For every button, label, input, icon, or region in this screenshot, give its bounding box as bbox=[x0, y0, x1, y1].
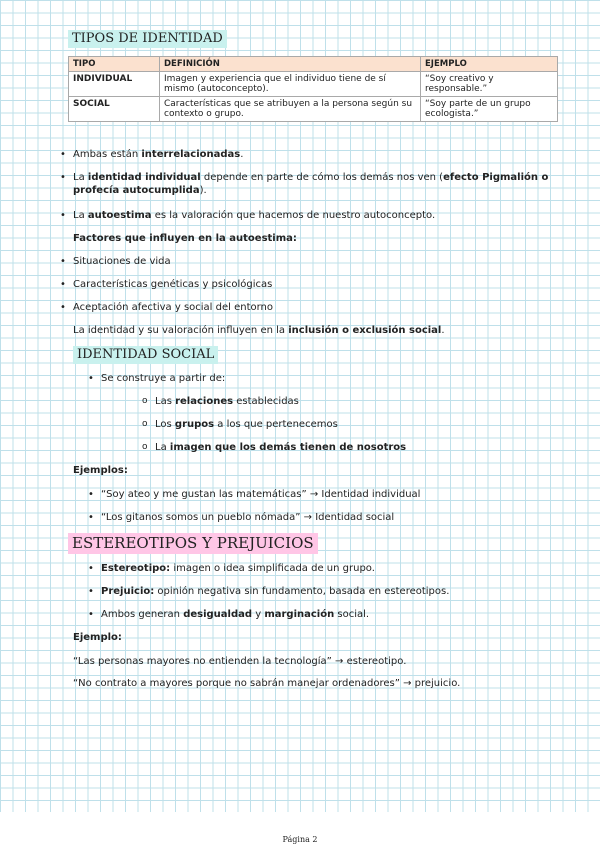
text: imagen o idea simplificada de un grupo. bbox=[170, 563, 375, 574]
cell-definicion: Características que se atribuyen a la persona según su contexto o grupo. bbox=[160, 97, 421, 122]
social-sub-relaciones bbox=[155, 395, 299, 408]
table-row bbox=[69, 72, 558, 97]
cell-tipo: SOCIAL bbox=[69, 97, 160, 122]
heading-estereotipos: ESTEREOTIPOS Y PREJUICIOS bbox=[68, 533, 318, 554]
tipos-table bbox=[68, 56, 558, 122]
bullet-autoestima bbox=[73, 209, 435, 222]
estereo-item-estereotipo bbox=[101, 562, 375, 575]
social-intro: • Se construye a partir de: bbox=[101, 372, 225, 385]
text: Las bbox=[155, 396, 176, 407]
col-header-ejemplo: EJEMPLO bbox=[421, 57, 558, 72]
bold-text: Estereotipo: bbox=[101, 563, 171, 574]
factores-title: Factores que influyen en la autoestima: bbox=[73, 233, 297, 244]
factor-item: • Situaciones de vida bbox=[73, 255, 171, 268]
bold-text: interrelacionadas bbox=[141, 149, 241, 160]
estereo-item-prejuicio bbox=[101, 585, 449, 598]
cell-tipo: INDIVIDUAL bbox=[69, 72, 160, 97]
bold-text: marginación bbox=[264, 609, 335, 620]
cell-definicion: Imagen y experiencia que el individuo tiene de sí mismo (autoconcepto). bbox=[160, 72, 421, 97]
text: La bbox=[73, 210, 88, 221]
factores-closing bbox=[73, 324, 445, 337]
estereo-item-ambos bbox=[101, 608, 369, 621]
social-sub-grupos bbox=[155, 418, 338, 431]
estereo-ejemplo: “No contrato a mayores porque no sabrán manejar ordenadores” → prejuicio. bbox=[73, 678, 461, 689]
text: opinión negativa sin fundamento, basada en estereotipos. bbox=[154, 586, 450, 597]
text: . bbox=[240, 149, 244, 160]
social-sub-imagen bbox=[155, 441, 406, 454]
bold-text: imagen que los demás tienen de nosotros bbox=[169, 442, 407, 453]
page-number: Página 2 bbox=[282, 835, 318, 844]
table-header-row bbox=[69, 57, 558, 72]
text: y bbox=[252, 609, 265, 620]
factor-item: • Aceptación afectiva y social del entorno bbox=[73, 301, 273, 314]
text: a los que pertenecemos bbox=[214, 419, 338, 430]
text: La bbox=[155, 442, 170, 453]
text: establecidas bbox=[233, 396, 299, 407]
bold-text: grupos bbox=[174, 419, 215, 430]
social-ejemplo: • “Los gitanos somos un pueblo nómada” → Identidad social bbox=[101, 511, 394, 524]
bullet-identidad-individual-cont bbox=[73, 184, 207, 197]
bold-text: inclusión o exclusión social bbox=[288, 325, 442, 336]
social-ejemplo: • “Soy ateo y me gustan las matemáticas” → Identidad individual bbox=[101, 488, 420, 501]
ejemplos-label: Ejemplos: bbox=[73, 465, 128, 476]
bold-text: relaciones bbox=[175, 396, 234, 407]
text: Ambos generan bbox=[101, 609, 184, 620]
text: Los bbox=[155, 419, 175, 430]
bold-text: profecía autocumplida bbox=[73, 185, 200, 196]
table-row bbox=[69, 97, 558, 122]
text: depende en parte de cómo los demás nos ven ( bbox=[200, 172, 444, 183]
col-header-definicion: DEFINICIÓN bbox=[160, 57, 421, 72]
text: La bbox=[73, 172, 88, 183]
text: es la valoración que hacemos de nuestro autoconcepto. bbox=[151, 210, 436, 221]
text: Ambas están bbox=[73, 149, 142, 160]
bold-text: identidad individual bbox=[87, 172, 201, 183]
bold-text: autoestima bbox=[87, 210, 152, 221]
bold-text: Prejuicio: bbox=[101, 586, 155, 597]
heading-identidad-social: IDENTIDAD SOCIAL bbox=[73, 346, 218, 364]
text: . bbox=[441, 325, 445, 336]
heading-tipos-identidad: TIPOS DE IDENTIDAD bbox=[68, 30, 227, 48]
text: social. bbox=[334, 609, 370, 620]
text: ). bbox=[199, 185, 207, 196]
bold-text: desigualdad bbox=[183, 609, 253, 620]
bullet-interrelacionadas bbox=[73, 148, 243, 161]
text: La identidad y su valoración influyen en la bbox=[73, 325, 289, 336]
cell-ejemplo: “Soy creativo y responsable.” bbox=[421, 72, 558, 97]
bold-text: efecto Pigmalión o bbox=[443, 172, 549, 183]
col-header-tipo: TIPO bbox=[69, 57, 160, 72]
cell-ejemplo: “Soy parte de un grupo ecologista.” bbox=[421, 97, 558, 122]
factor-item: • Características genéticas y psicológicas bbox=[73, 278, 272, 291]
ejemplo-label: Ejemplo: bbox=[73, 632, 122, 643]
bullet-identidad-individual bbox=[73, 171, 548, 184]
estereo-ejemplo: “Las personas mayores no entienden la tecnología” → estereotipo. bbox=[73, 656, 407, 667]
